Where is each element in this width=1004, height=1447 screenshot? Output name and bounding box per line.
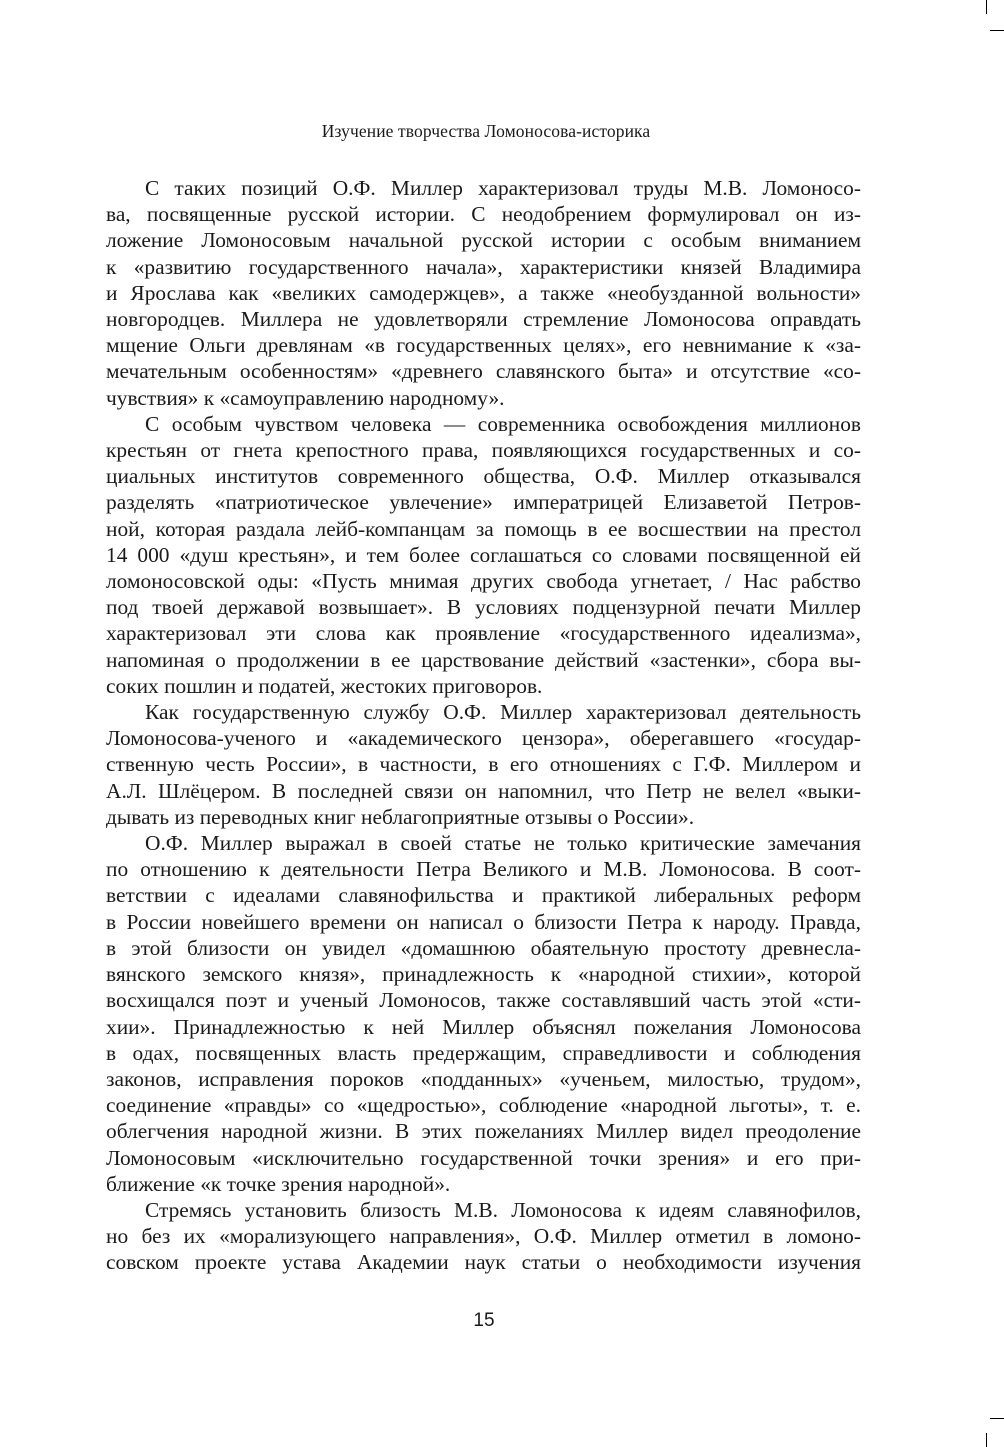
text-line: Ломоносова-ученого и «академического цензора», оберегавшего «государ- — [106, 726, 861, 751]
text-line: мщение Ольги древлянам «в государственных целях», его невнимание к «за- — [106, 333, 861, 358]
paragraph — [106, 1197, 861, 1276]
text-line: ной, которая раздала лейб-компанцам за помощь в ее восшествии на престол — [106, 516, 861, 541]
text-line: мечательным особенностям» «древнего славянского быта» и отсутствие «со- — [106, 359, 861, 384]
text-line: и Ярослава как «великих самодержцев», а также «необузданной вольности» — [106, 280, 861, 305]
text-line: Стремясь установить близость М.В. Ломоносова к идеям славянофилов, — [145, 1197, 861, 1222]
paragraph — [106, 699, 861, 830]
text-line: ветствии с идеалами славянофильства и практикой либеральных реформ — [106, 883, 861, 908]
text-line: характеризовал эти слова как проявление «государственного идеализма», — [106, 621, 861, 646]
text-line: соединение «правды» со «щедростью», соблюдение «народной льготы», т. е. — [106, 1093, 861, 1118]
text-line: С таких позиций О.Ф. Миллер характеризовал труды М.В. Ломоносо- — [145, 176, 861, 200]
body-text — [106, 175, 861, 1276]
text-line: новгородцев. Миллера не удовлетворяли стремление Ломоносова оправдать — [106, 307, 861, 332]
text-line: под твоей державой возвышает». В условиях подцензурной печати Миллер — [106, 595, 861, 620]
text-line: 14 000 «душ крестьян», и тем более соглашаться со словами посвященной ей — [106, 542, 861, 567]
text-line: С особым чувством человека — современника освобождения миллионов — [145, 411, 861, 436]
text-line: А.Л. Шлёцером. В последней связи он напомнил, что Петр не велел «выки- — [106, 778, 861, 803]
text-line: к «развитию государственного начала», характеристики князей Владимира — [106, 254, 861, 279]
crop-mark-top-right — [986, 0, 987, 14]
text-line: но без их «морализующего направления», О.Ф. Миллер отметил в ломоно- — [106, 1224, 861, 1249]
text-line: соких пошлин и податей, жестоких приговоров. — [106, 673, 543, 698]
paragraph — [106, 830, 861, 1197]
running-head: Изучение творчества Ломоносова-историка — [321, 121, 651, 141]
text-line: циальных институтов современного общества, О.Ф. Миллер отказывался — [106, 464, 861, 489]
text-line: совском проекте устава Академии наук статьи о необходимости изучения — [106, 1250, 861, 1275]
text-line: в России новейшего времени он написал о близости Петра к народу. Правда, — [106, 909, 861, 934]
page-number: 15 — [473, 1310, 495, 1331]
text-line: разделять «патриотическое увлечение» императрицей Елизаветой Петров- — [106, 490, 861, 515]
text-line: ва, посвященные русской истории. С неодобрением формулировал он из- — [106, 202, 861, 227]
text-line: О.Ф. Миллер выражал в своей статье не только критические замечания — [145, 831, 861, 856]
text-line: чувствия» к «самоуправлению народному». — [106, 385, 505, 410]
text-line: ломоносовской оды: «Пусть мнимая других свобода угнетает, / Нас рабство — [106, 569, 861, 594]
text-line: крестьян от гнета крепостного права, появляющихся государственных и со- — [106, 438, 861, 463]
text-line: в одах, посвященных власть предержащим, справедливости и соблюдения — [106, 1040, 861, 1065]
crop-mark-bottom-right-h — [990, 1418, 1004, 1419]
text-line: Ломоносовым «исключительно государственной точки зрения» и его при- — [106, 1145, 861, 1170]
text-line: ближение «к точке зрения народной». — [106, 1171, 451, 1196]
text-line: Как государственную службу О.Ф. Миллер характеризовал деятельность — [145, 700, 861, 725]
paragraph — [106, 411, 861, 699]
crop-mark-bottom-right — [986, 1433, 987, 1447]
text-line: напоминая о продолжении в ее царствование действий «застенки», сбора вы- — [106, 647, 861, 672]
text-line: дывать из переводных книг неблагоприятные отзывы о России». — [106, 804, 695, 829]
text-line: хии». Принадлежностью к ней Миллер объяснял пожелания Ломоносова — [106, 1014, 861, 1039]
text-line: ложение Ломоносовым начальной русской истории с особым вниманием — [106, 228, 861, 253]
paragraph — [106, 175, 861, 411]
text-line: восхищался поэт и ученый Ломоносов, также составлявший часть этой «сти- — [106, 988, 861, 1013]
text-line: ственную честь России», в частности, в его отношениях с Г.Ф. Миллером и — [106, 752, 861, 777]
text-line: по отношению к деятельности Петра Великого и М.В. Ломоносова. В соот- — [106, 857, 861, 882]
text-line: законов, исправления пороков «подданных» «ученьем, милостью, трудом», — [106, 1066, 861, 1091]
crop-mark-top-right-h — [990, 30, 1004, 31]
text-line: облегчения народной жизни. В этих пожеланиях Миллер видел преодоление — [106, 1119, 861, 1144]
text-line: в этой близости он увидел «домашнюю обаятельную простоту древнесла- — [106, 935, 861, 960]
text-line: вянского земского князя», принадлежность к «народной стихии», которой — [106, 962, 861, 987]
